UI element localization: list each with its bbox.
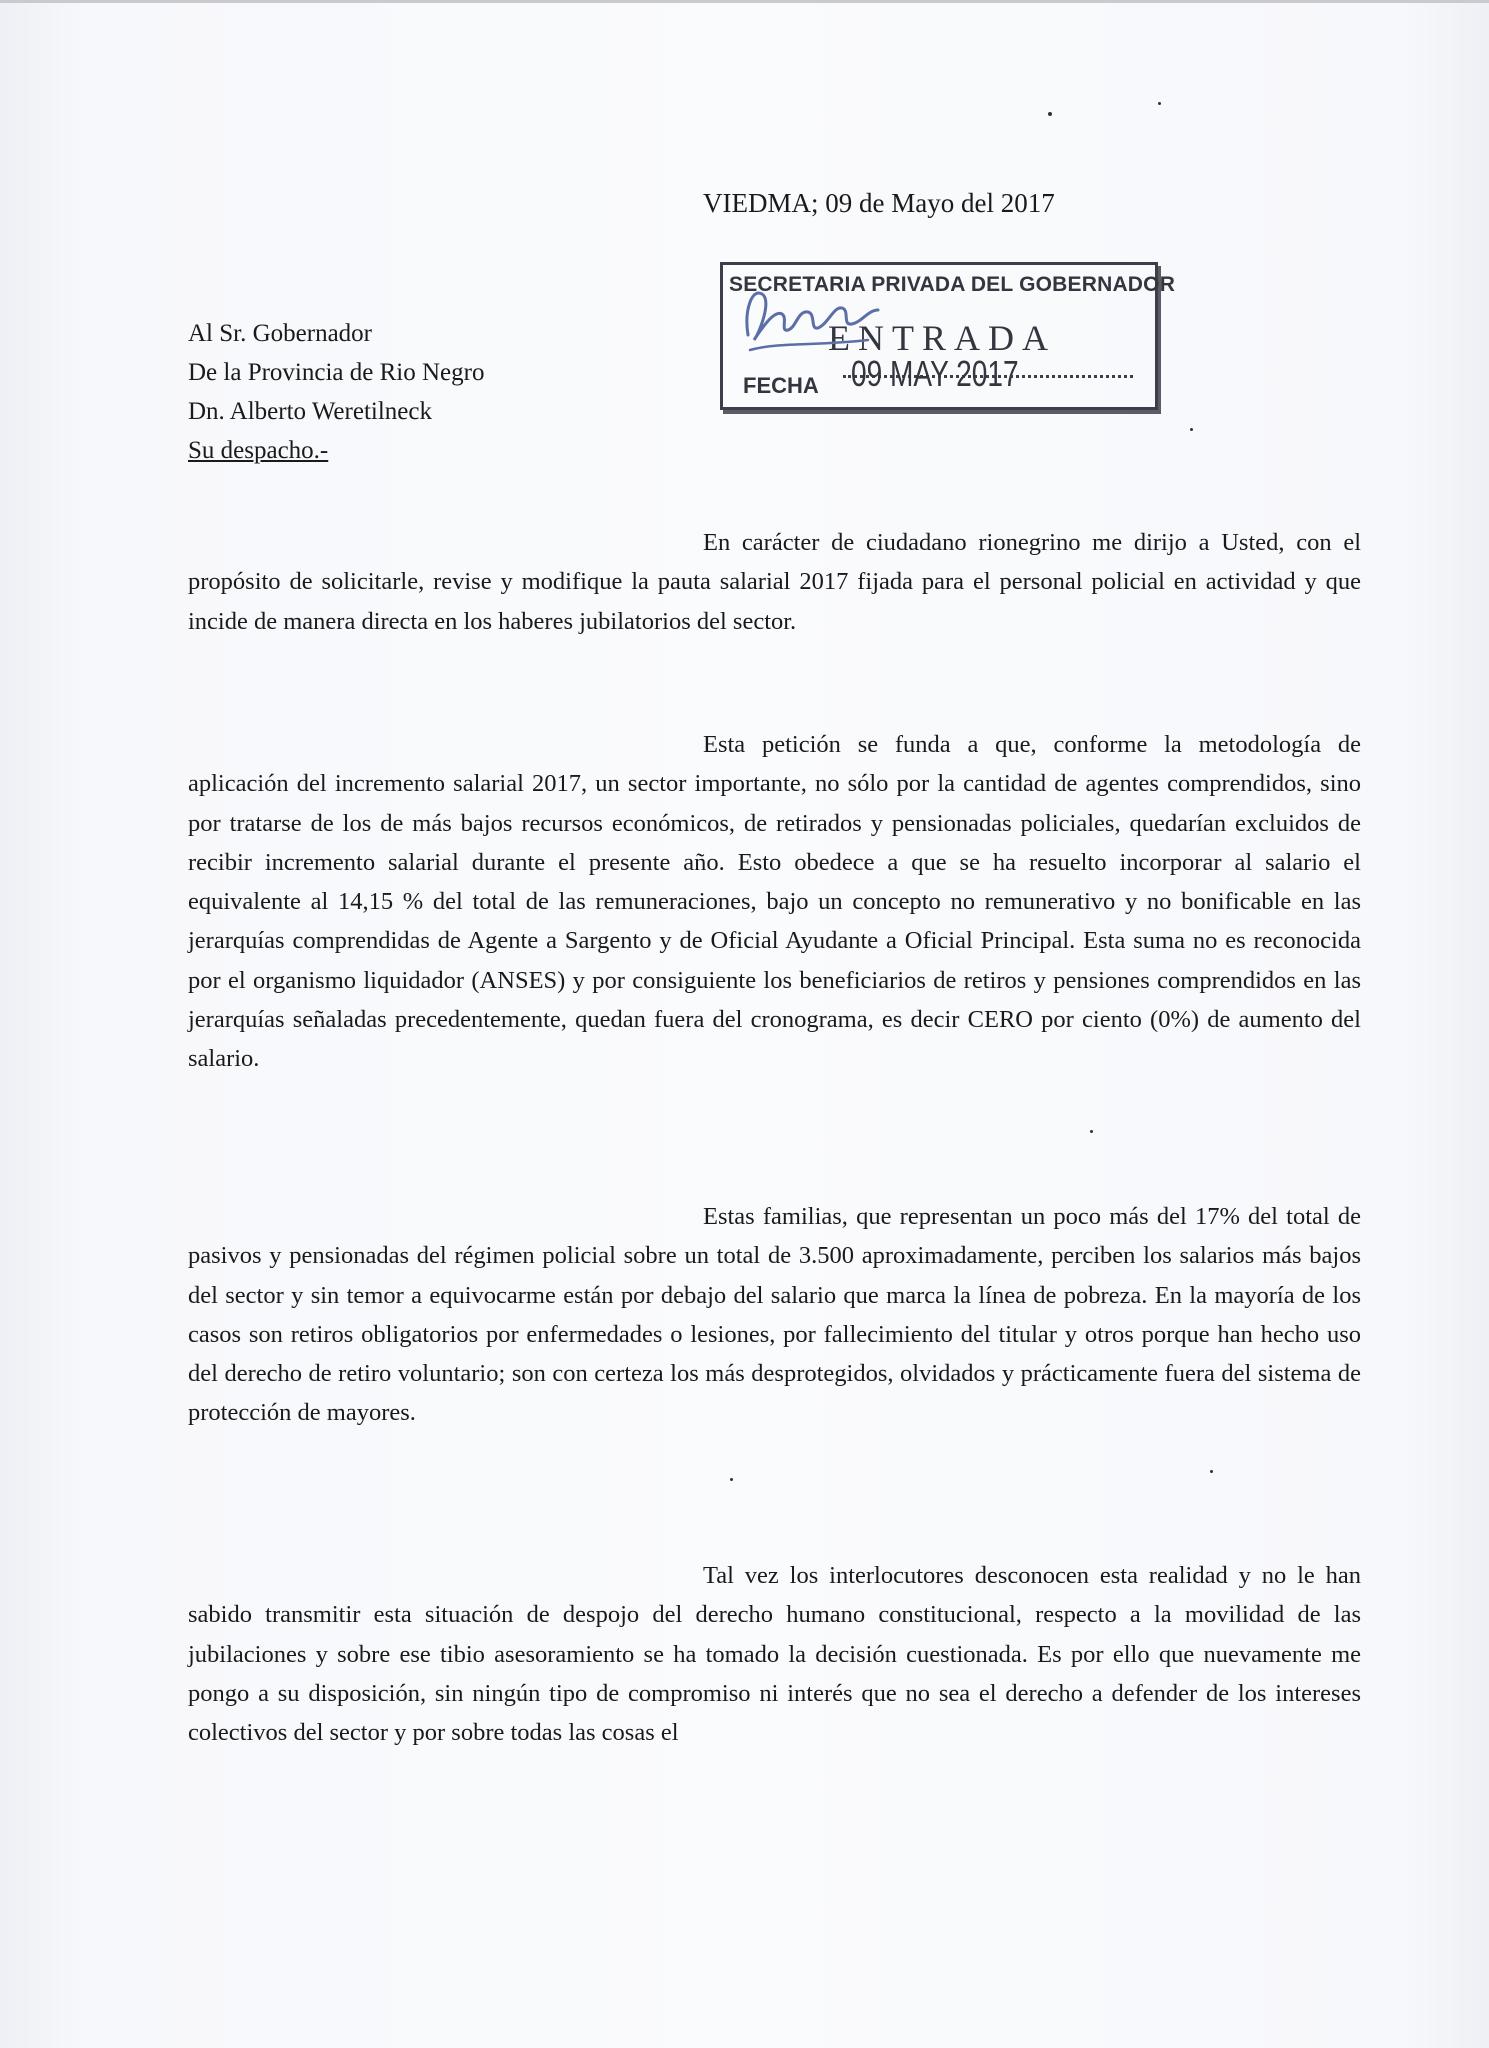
stamp-title: SECRETARIA PRIVADA DEL GOBERNADOR (729, 273, 1176, 296)
stamp-entrada: ENTRADA (828, 318, 1056, 358)
letter-date: VIEDMA; 09 de Mayo del 2017 (703, 188, 1055, 218)
stamp-fecha-label: FECHA (743, 373, 819, 398)
recipient-block (188, 314, 484, 470)
paragraph-4-text: Tal vez los interlocutores desconocen esta realidad y no le han sabido transmitir esta situación de despojo del derecho humano constitucional, respecto a la movilidad de las jubilaciones y sobre ese tibio asesoramiento se ha tomado la decisión cuestionada. Es por ello que nuevamente me pongo a su disposición, sin ningún tipo de compromiso ni interés que no sea el derecho a defender de los intereses colectivos del sector y por sobre todas las cosas el (188, 1562, 1361, 1747)
paragraph-3-text: Estas familias, que representan un poco más del 17% del total de pasivos y pensionadas del régimen policial sobre un total de 3.500 aproximadamente, perciben los salarios más bajos del sector y sin temor a equivocarme están por debajo del salario que marca la línea de pobreza. En la mayoría de los casos son retiros obligatorios por enfermedades o lesiones, por fallecimiento del titular y otros porque han hecho uso del derecho de retiro voluntario; son con certeza los más desprotegidos, olvidados y prácticamente fuera del sistema de protección de mayores. (188, 1203, 1361, 1427)
scan-speck (1048, 112, 1052, 116)
scan-speck (1090, 1130, 1093, 1133)
scan-speck (1190, 428, 1193, 431)
recipient-line-2: De la Provincia de Rio Negro (188, 359, 485, 386)
stamp-fecha-value: 09 MAY 2017 (851, 353, 1019, 394)
recipient-line-3: Dn. Alberto Weretilneck (188, 398, 432, 425)
paragraph-1-text: En carácter de ciudadano rionegrino me dirijo a Usted, con el propósito de solicitarle, revise y modifique la pauta salarial 2017 fijada para el personal policial en actividad y que incide de manera directa en los haberes jubilatorios del sector. (188, 529, 1361, 635)
scan-speck (1158, 102, 1161, 105)
paragraph-4 (188, 1556, 1361, 1752)
recipient-line-4: Su despacho.- (188, 437, 329, 464)
paragraph-3 (188, 1197, 1361, 1433)
handwritten-signature-icon (738, 280, 888, 360)
paragraph-1 (188, 523, 1361, 641)
scan-speck (730, 1478, 733, 1481)
paragraph-2-text: Esta petición se funda a que, conforme la metodología de aplicación del incremento salarial 2017, un sector importante, no sólo por la cantidad de agentes comprendidos, sino por tratarse de los de más bajos recursos económicos, de retirados y pensionadas policiales, quedarían excluidos de recibir incremento salarial durante el presente año. Esto obedece a que se ha resuelto incorporar al salario el equivalente al 14,15 % del total de las remuneraciones, bajo un concepto no remunerativo y no bonificable en las jerarquías comprendidas de Agente a Sargento y de Oficial Ayudante a Oficial Principal. Esta suma no es reconocida por el organismo liquidador (ANSES) y por consiguiente los beneficiarios de retiros y pensiones comprendidos en las jerarquías señaladas precedentemente, quedan fuera del cronograma, es decir CERO por ciento (0%) de aumento del salario. (188, 731, 1361, 1073)
scan-speck (1210, 1470, 1213, 1473)
recipient-line-1: Al Sr. Gobernador (188, 320, 372, 347)
paragraph-2 (188, 725, 1361, 1079)
page-top-edge (0, 0, 1489, 3)
